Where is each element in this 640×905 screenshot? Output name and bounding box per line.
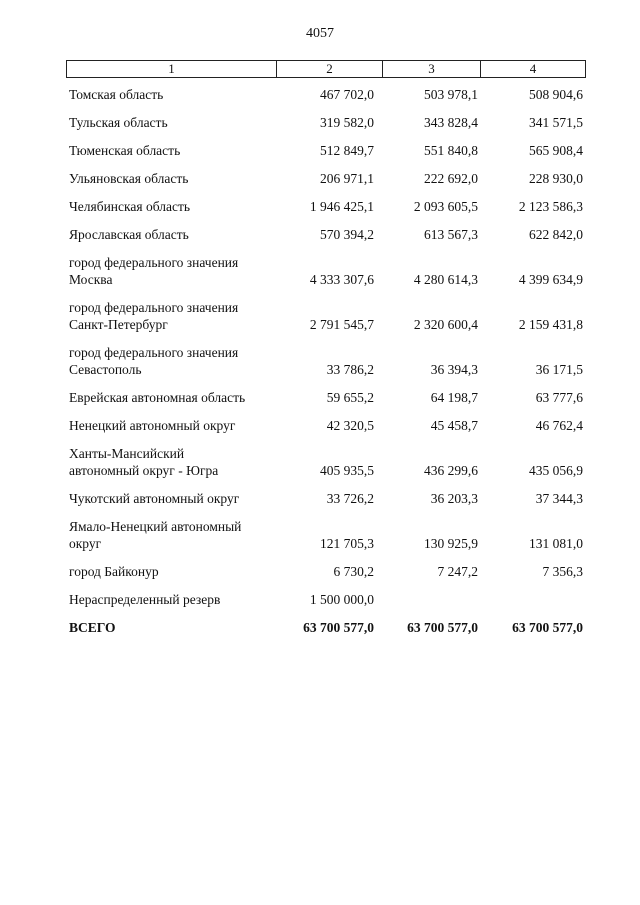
- value-col-2: 512 849,7: [320, 143, 374, 158]
- region-name: Тульская область: [69, 115, 168, 130]
- value-col-4: 7 356,3: [542, 564, 583, 579]
- value-col-3: 130 925,9: [424, 536, 478, 551]
- value-col-2: 6 730,2: [333, 564, 374, 579]
- value-col-4: 37 344,3: [535, 491, 583, 506]
- value-col-4: 508 904,6: [529, 87, 583, 102]
- region-name-line2: автономный округ - Югра: [69, 463, 219, 478]
- region-name: Нераспределенный резерв: [69, 592, 221, 607]
- value-col-4: 4 399 634,9: [518, 272, 583, 287]
- table-row: [0, 490, 640, 518]
- table-row: [0, 299, 640, 344]
- region-name: [69, 254, 284, 288]
- value-col-2: 319 582,0: [320, 115, 374, 130]
- region-name-line2: Севастополь: [69, 362, 142, 377]
- table-row: [0, 389, 640, 417]
- region-name: Ненецкий автономный округ: [69, 418, 236, 433]
- table-row: [0, 563, 640, 591]
- value-col-3: 45 458,7: [430, 418, 478, 433]
- region-name-line1: Ямало-Ненецкий автономный: [69, 519, 242, 534]
- region-name: Тюменская область: [69, 143, 181, 158]
- value-col-2: 405 935,5: [320, 463, 374, 478]
- header-cell-4: 4: [529, 61, 537, 76]
- table-row: [0, 254, 640, 299]
- value-col-3: 36 394,3: [430, 362, 478, 377]
- table-row: [0, 591, 640, 619]
- value-col-3: 613 567,3: [424, 227, 478, 242]
- region-name-line2: Москва: [69, 272, 113, 287]
- region-name: Чукотский автономный округ: [69, 491, 240, 506]
- value-col-3: 36 203,3: [430, 491, 478, 506]
- header-cell-2: 2: [277, 61, 383, 77]
- value-col-2: 570 394,2: [320, 227, 374, 242]
- value-col-4: 131 081,0: [529, 536, 583, 551]
- value-col-4: 63 700 577,0: [512, 620, 583, 635]
- region-name-line1: город федерального значения: [69, 255, 239, 270]
- value-col-3: 7 247,2: [437, 564, 478, 579]
- value-col-2: 59 655,2: [326, 390, 374, 405]
- region-name-line2: округ: [69, 536, 102, 551]
- region-name: ВСЕГО: [69, 620, 116, 635]
- value-col-4: 228 930,0: [529, 171, 583, 186]
- value-col-2: 1 500 000,0: [309, 592, 374, 607]
- header-cell-1: 1: [67, 61, 277, 77]
- table-row: [0, 142, 640, 170]
- region-name: [69, 445, 284, 479]
- region-name-line1: город федерального значения: [69, 300, 239, 315]
- value-col-3: 64 198,7: [430, 390, 478, 405]
- value-col-3: 222 692,0: [424, 171, 478, 186]
- value-col-4: 622 842,0: [529, 227, 583, 242]
- region-name: Ярославская область: [69, 227, 189, 242]
- table-row: [0, 445, 640, 490]
- region-name-line1: город федерального значения: [69, 345, 239, 360]
- value-col-4: 36 171,5: [535, 362, 583, 377]
- value-col-4: 2 123 586,3: [518, 199, 583, 214]
- region-name: Ульяновская область: [69, 171, 189, 186]
- value-col-2: 121 705,3: [320, 536, 374, 551]
- value-col-2: 1 946 425,1: [309, 199, 374, 214]
- region-name: [69, 344, 284, 378]
- header-cell-3: 3: [383, 61, 481, 77]
- value-col-2: 33 726,2: [326, 491, 374, 506]
- value-col-4: 435 056,9: [529, 463, 583, 478]
- value-col-2: 206 971,1: [320, 171, 374, 186]
- table-row: [0, 417, 640, 445]
- region-name: Еврейская автономная область: [69, 390, 246, 405]
- region-name: [69, 518, 284, 552]
- table-row: [0, 198, 640, 226]
- value-col-3: 2 093 605,5: [413, 199, 478, 214]
- value-col-4: 46 762,4: [535, 418, 583, 433]
- value-col-3: 436 299,6: [424, 463, 478, 478]
- region-name: Челябинская область: [69, 199, 191, 214]
- value-col-2: 2 791 545,7: [309, 317, 374, 332]
- value-col-2: 467 702,0: [320, 87, 374, 102]
- value-col-3: 4 280 614,3: [413, 272, 478, 287]
- value-col-4: 565 908,4: [529, 143, 583, 158]
- value-col-2: 33 786,2: [326, 362, 374, 377]
- value-col-3: 503 978,1: [424, 87, 478, 102]
- region-name: Томская область: [69, 87, 164, 102]
- region-name-line1: Ханты-Мансийский: [69, 446, 185, 461]
- value-col-2: 42 320,5: [326, 418, 374, 433]
- value-col-2: 63 700 577,0: [303, 620, 374, 635]
- value-col-3: 63 700 577,0: [407, 620, 478, 635]
- table-row: [0, 170, 640, 198]
- table-row: [0, 518, 640, 563]
- region-name-line2: Санкт-Петербург: [69, 317, 168, 332]
- value-col-4: 2 159 431,8: [518, 317, 583, 332]
- value-col-4: 63 777,6: [535, 390, 583, 405]
- region-name: [69, 299, 284, 333]
- value-col-2: 4 333 307,6: [309, 272, 374, 287]
- table-row: [0, 619, 640, 647]
- table-row: [0, 226, 640, 254]
- value-col-4: 341 571,5: [529, 115, 583, 130]
- table-row: [0, 344, 640, 389]
- region-name: город Байконур: [69, 564, 159, 579]
- table-row: [0, 86, 640, 114]
- value-col-3: 2 320 600,4: [413, 317, 478, 332]
- page-number: 4057: [306, 26, 334, 41]
- value-col-3: 551 840,8: [424, 143, 478, 158]
- value-col-3: 343 828,4: [424, 115, 478, 130]
- table-row: [0, 114, 640, 142]
- table-header: [66, 60, 586, 78]
